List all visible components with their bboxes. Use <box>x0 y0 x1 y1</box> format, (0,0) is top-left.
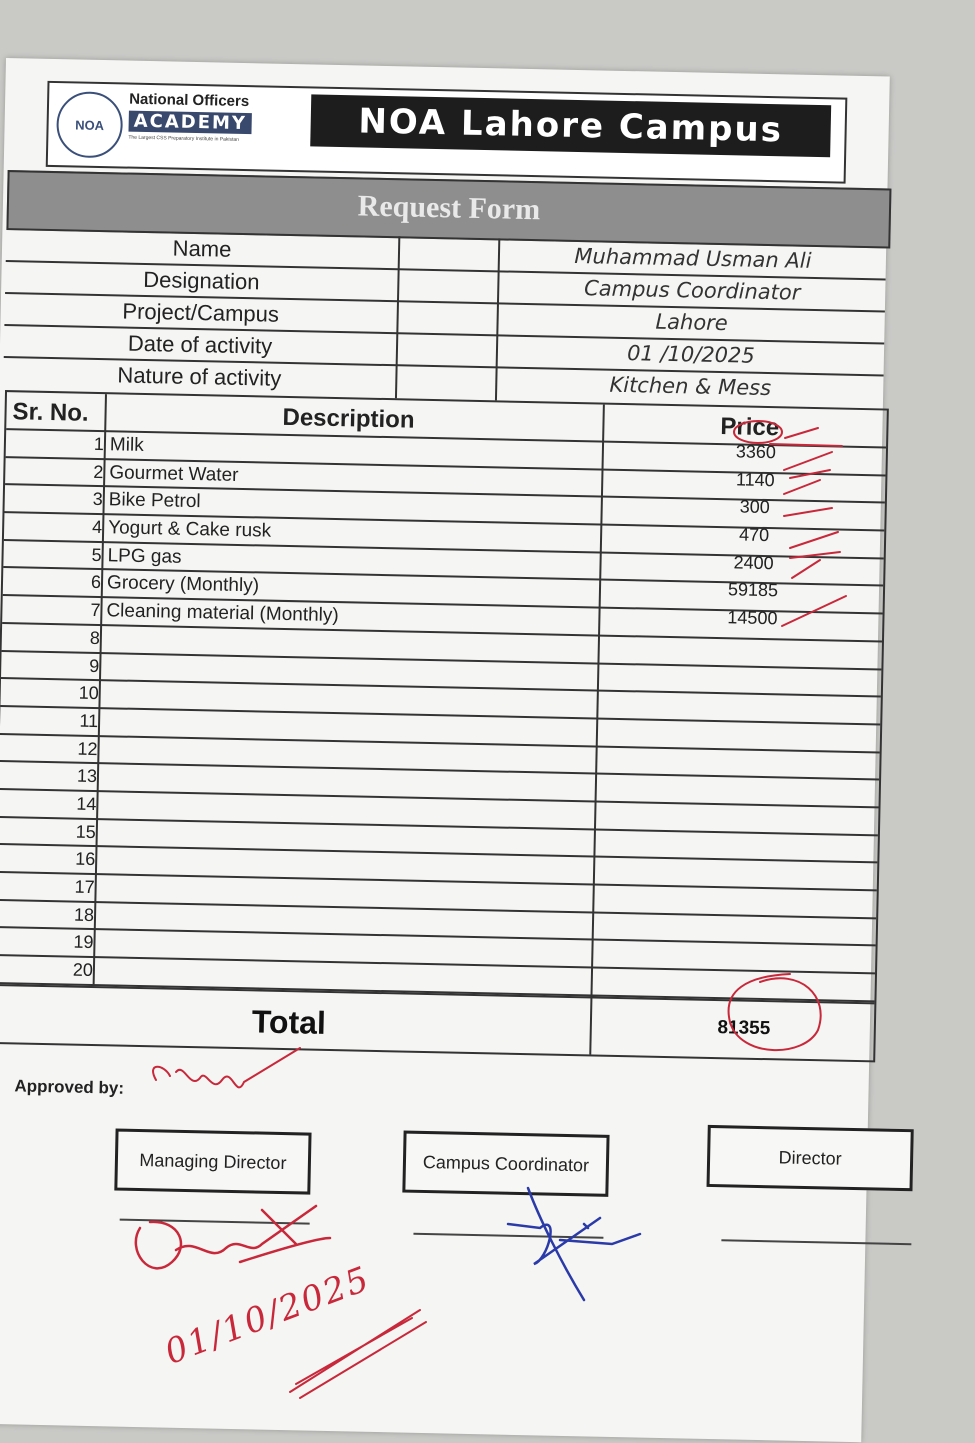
item-description: Cleaning material (Monthly) <box>106 600 339 627</box>
item-sr: 14 <box>76 793 97 814</box>
item-price: 2400 <box>733 552 774 573</box>
header-banner <box>46 81 848 184</box>
item-sr: 1 <box>93 433 105 455</box>
item-sr: 19 <box>73 931 94 953</box>
item-description: Yogurt & Cake rusk <box>107 517 272 542</box>
info-label: Nature of activity <box>117 362 282 391</box>
approved-by-label: Approved by: <box>14 1076 125 1098</box>
items-table <box>0 390 889 1062</box>
info-value: Campus Coordinator <box>583 276 801 305</box>
item-price: 14500 <box>727 607 778 629</box>
item-description: Milk <box>109 434 144 456</box>
item-sr: 3 <box>92 489 103 510</box>
item-sr: 18 <box>73 904 95 925</box>
item-sr: 5 <box>91 544 102 565</box>
item-price: 59185 <box>727 579 779 601</box>
total-value: 81355 <box>717 1016 771 1039</box>
item-sr: 4 <box>91 516 103 538</box>
info-value: 01 /10/2025 <box>626 341 756 368</box>
total-label: Total <box>251 1003 327 1041</box>
brand-line-1: National Officers <box>128 90 250 111</box>
item-description: Bike Petrol <box>108 489 201 513</box>
noa-seal-logo <box>56 91 123 158</box>
item-description: Gourmet Water <box>109 461 239 486</box>
item-sr: 12 <box>77 738 98 759</box>
item-price: 1140 <box>735 469 775 490</box>
item-sr: 6 <box>90 572 102 593</box>
signature-line <box>413 1233 603 1239</box>
item-sr: 20 <box>72 959 94 981</box>
item-description: LPG gas <box>107 544 182 568</box>
item-sr: 17 <box>74 876 95 898</box>
item-sr: 11 <box>79 710 99 731</box>
item-description: Grocery (Monthly) <box>106 572 260 597</box>
signature-line <box>721 1239 911 1245</box>
info-value: Muhammad Usman Ali <box>574 243 812 273</box>
sign-label: Campus Coordinator <box>422 1151 590 1175</box>
item-sr: 2 <box>93 461 104 482</box>
brand-line-2: ACADEMY <box>128 111 252 135</box>
info-label: Date of activity <box>127 330 273 359</box>
info-label: Name <box>172 235 232 262</box>
request-form-paper <box>0 58 890 1442</box>
info-value: Lahore <box>655 309 728 336</box>
item-price: 470 <box>738 524 770 546</box>
info-value: Kitchen & Mess <box>609 372 772 401</box>
item-sr: 15 <box>75 821 97 842</box>
items-rows <box>0 430 886 1002</box>
col-sr-header: Sr. No. <box>12 398 89 427</box>
item-sr: 13 <box>76 765 98 787</box>
item-sr: 9 <box>89 655 100 676</box>
sign-label: Managing Director <box>139 1149 287 1173</box>
campus-title: NOA Lahore Campus <box>310 94 831 157</box>
campus-coordinator-box <box>402 1131 609 1197</box>
item-sr: 16 <box>75 848 96 870</box>
item-price: 3360 <box>735 441 777 463</box>
item-sr: 7 <box>90 600 101 621</box>
brand-tagline: The Largest CSS Preparatory Institute in Pakistan <box>128 134 240 143</box>
info-label: Designation <box>143 266 260 295</box>
item-sr: 10 <box>78 682 99 704</box>
director-box <box>707 1125 914 1191</box>
col-desc-header: Description <box>282 403 415 434</box>
seal-text: NOA <box>75 116 105 133</box>
info-label: Project/Campus <box>122 298 280 327</box>
item-price: 300 <box>739 496 770 518</box>
sign-label: Director <box>778 1146 842 1169</box>
form-title: Request Form <box>357 189 541 227</box>
item-sr: 8 <box>89 627 101 648</box>
signature-line <box>120 1219 310 1225</box>
col-price-header: Price <box>720 413 780 442</box>
handwritten-date: 01/10/2025 <box>159 1258 376 1373</box>
managing-director-box <box>114 1129 311 1195</box>
